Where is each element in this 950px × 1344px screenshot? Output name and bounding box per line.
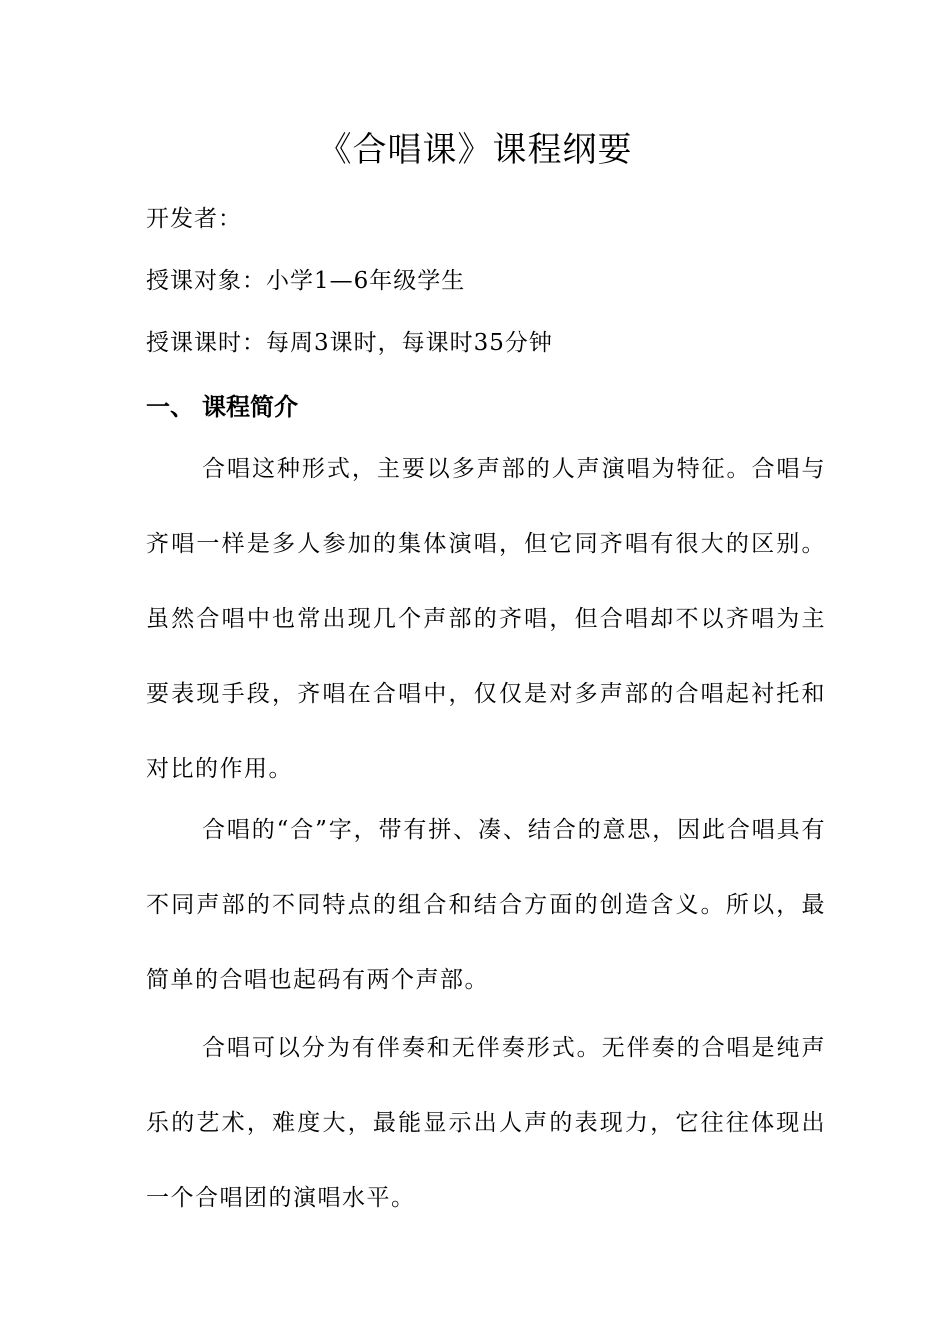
page-title: 《合唱课》课程纲要 <box>317 130 633 170</box>
course-hours-line: 授课课时：每周3课时，每课时35分钟 <box>146 330 553 356</box>
developer-line: 开发者： <box>146 206 242 232</box>
section-heading-intro <box>146 391 298 423</box>
paragraph: 合唱可以分为有伴奏和无伴奏形式。无伴奏的合唱是纯声乐的艺术，难度大，最能显示出人声的表现力，它往往体现出一个合唱团的演唱水平。 <box>146 1035 826 1211</box>
section-number: 一、 <box>146 393 194 421</box>
audience-line: 授课对象：小学1—6年级学生 <box>146 268 466 294</box>
paragraph: 合唱的“合”字，带有拼、凑、结合的意思，因此合唱具有不同声部的不同特点的组合和结合方面的创造含义。所以，最简单的合唱也起码有两个声部。 <box>146 817 826 993</box>
section-title: 课程简介 <box>202 393 298 421</box>
paragraph: 合唱这种形式，主要以多声部的人声演唱为特征。合唱与齐唱一样是多人参加的集体演唱，但它同齐唱有很大的区别。虽然合唱中也常出现几个声部的齐唱，但合唱却不以齐唱为主要表现手段，齐唱在合唱中，仅仅是对多声部的合唱起衬托和对比的作用。 <box>146 456 826 782</box>
